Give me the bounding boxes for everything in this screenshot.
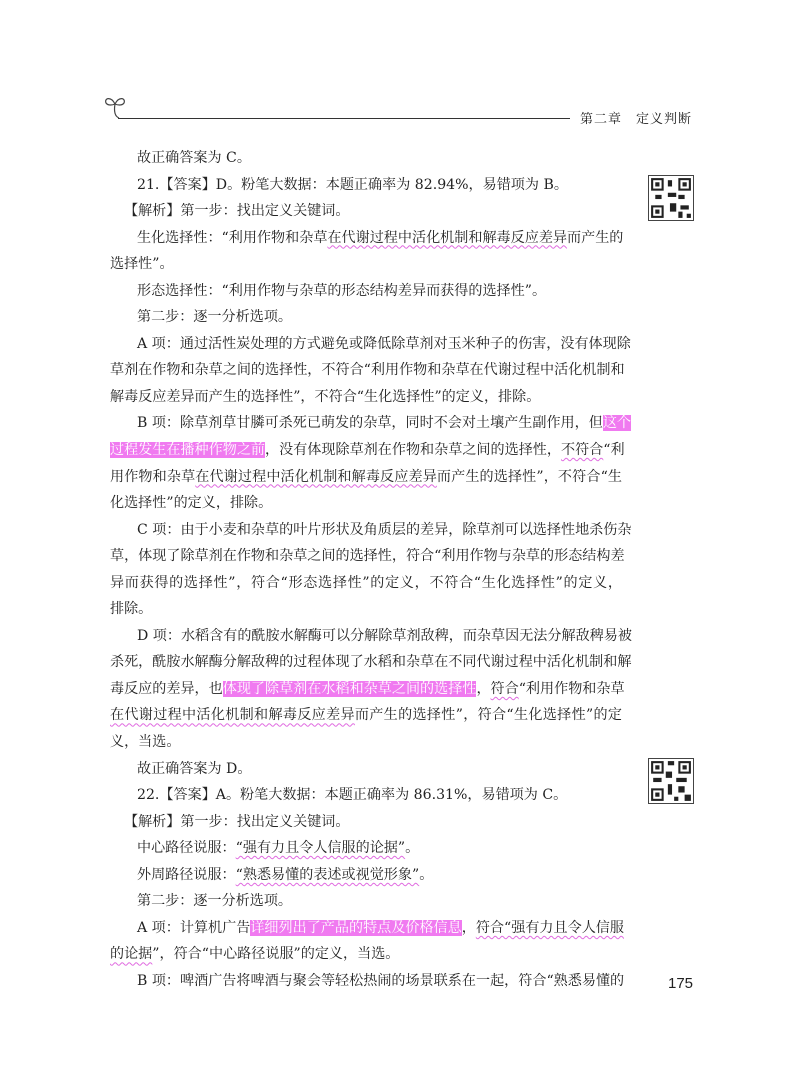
underlined-text: “强有力且令人信服的论据”: [235, 840, 406, 857]
text-segment: 外周路径说服：: [137, 866, 236, 883]
header-rule: [118, 118, 570, 119]
text-segment: 草，体现了除草剂在作物和杂草之间的选择性，符合“利用作物与杂草的形态结构差: [110, 548, 625, 565]
qr-code-icon[interactable]: [648, 758, 694, 804]
text-segment: “利: [603, 442, 625, 459]
text-segment: 草剂在作物和杂草之间的选择性，不符合“利用作物和杂草在代谢过程中活化机制和: [110, 362, 625, 379]
text-line: [110, 596, 622, 623]
underlined-text: 符合“强有力且令人信服: [475, 919, 624, 936]
text-segment: B 项：啤酒广告将啤酒与聚会等轻松热闹的场景联系在一起，符合“熟悉易懂的: [137, 972, 625, 989]
text-segment: 杀死，酰胺水解酶分解敌稗的过程体现了水稻和杂草在不同代谢过程中活化机制和解: [110, 654, 632, 671]
underlined-text: 在代谢过程中活化机制和解毒反应差异: [327, 229, 568, 246]
text-segment: 22.【答案】A。粉笔大数据：本题正确率为 86.31%，易错项为 C。: [137, 787, 568, 804]
text-line: [110, 145, 622, 172]
text-line: [110, 968, 625, 995]
text-segment: 选择性”。: [110, 256, 174, 273]
text-segment: ，: [461, 919, 476, 936]
text-line: [110, 278, 622, 305]
text-line: [110, 570, 622, 597]
underlined-text: 不符合: [561, 442, 604, 459]
text-line: [110, 862, 622, 889]
text-line: [110, 198, 622, 225]
text-segment: ，没有体现除草剂在作物和杂草之间的选择性，: [265, 442, 561, 459]
text-line: [110, 304, 622, 331]
text-line: [110, 437, 625, 464]
text-line: [110, 756, 622, 783]
text-line: [110, 623, 632, 650]
text-segment: 而产生的选择性”，符合“生化选择性”的定: [354, 707, 622, 724]
highlighted-text: 体现了除草剂在水稻和杂草之间的选择性: [222, 680, 477, 697]
highlighted-text: 详细列出了产品的特点及价格信息: [250, 919, 462, 936]
text-segment: 故正确答案为 C。: [137, 150, 251, 166]
text-segment: 而产生的: [567, 229, 624, 246]
chapter-number: 第二章: [580, 112, 623, 127]
text-line: [110, 357, 625, 384]
running-header: [580, 108, 706, 127]
text-line: [110, 676, 625, 703]
highlighted-text: 过程发生在播种作物之前: [110, 442, 266, 459]
text-line: [110, 225, 622, 252]
text-segment: 第二步：逐一分析选项。: [137, 893, 293, 910]
underlined-text: 符合: [490, 680, 519, 697]
text-segment: 义，当选。: [110, 734, 181, 751]
highlighted-text: 这个: [602, 415, 632, 432]
page-number: 175: [668, 975, 694, 992]
text-segment: 生化选择性：“利用作物和杂草: [137, 229, 328, 246]
text-line: [110, 888, 622, 915]
text-segment: 排除。: [110, 601, 153, 618]
text-line: [110, 835, 622, 862]
underlined-text: 在代谢过程中活化机制和解毒反应差异: [110, 707, 355, 724]
text-segment: A 项：计算机广告: [137, 919, 251, 936]
text-segment: B 项：除草剂草甘膦可杀死已萌发的杂草，同时不会对土壤产生副作用，但: [137, 415, 603, 432]
text-segment: 用作物和杂草: [110, 468, 196, 485]
text-line: [110, 782, 622, 809]
text-line: [110, 941, 622, 968]
text-segment: 形态选择性：“利用作物与杂草的形态结构差异而获得的选择性”。: [137, 282, 547, 299]
text-segment: 解毒反应差异而产生的选择性”，不符合“生化选择性”的定义，排除。: [110, 388, 541, 405]
text-segment: 异而获得的选择性”，符合“形态选择性”的定义，不符合“生化选择性”的定义，: [110, 574, 622, 591]
text-segment: ”，符合“中心路径说服”的定义，当选。: [152, 946, 400, 963]
text-line: [110, 543, 625, 570]
qr-code-icon[interactable]: [648, 175, 694, 221]
text-segment: 。: [419, 866, 434, 883]
text-line: [110, 410, 632, 437]
text-segment: A 项：通过活性炭处理的方式避免或降低除草剂对玉米种子的伤害，没有体现除: [137, 335, 631, 352]
text-line: [110, 490, 622, 517]
text-line: [110, 172, 622, 199]
page-body: [110, 145, 632, 995]
text-line: [110, 809, 622, 836]
text-segment: D 项：水稻含有的酰胺水解酶可以分解除草剂敌稗，而杂草因无法分解敌稗易被: [137, 627, 632, 644]
text-segment: 21.【答案】D。粉笔大数据：本题正确率为 82.94%，易错项为 B。: [137, 176, 568, 193]
text-line: [110, 251, 622, 278]
text-line: [110, 464, 622, 491]
text-segment: ，: [476, 680, 491, 697]
underlined-text: 的论据: [110, 946, 153, 963]
text-segment: 【解析】第一步：找出定义关键词。: [124, 203, 350, 220]
text-segment: 故正确答案为 D。: [137, 760, 252, 777]
underlined-text: 在代谢过程中活化机制和解毒反应差异: [195, 468, 437, 485]
text-segment: 毒反应的差异，也: [110, 680, 223, 697]
text-segment: 化选择性”的定义，排除。: [110, 495, 273, 512]
text-segment: 而产生的选择性”，不符合“生: [436, 468, 622, 485]
text-segment: 中心路径说服：: [137, 840, 236, 857]
leaf-logo-icon: [103, 94, 127, 120]
text-line: [110, 384, 622, 411]
text-line: [110, 915, 622, 942]
text-line: [110, 702, 622, 729]
text-line: [110, 331, 631, 358]
text-segment: “利用作物和杂草: [518, 680, 625, 697]
text-segment: 。: [405, 840, 420, 857]
underlined-text: “熟悉易懂的表述或视觉形象”: [235, 866, 420, 883]
chapter-title: 定义判断: [636, 112, 693, 127]
text-line: [110, 517, 632, 544]
text-line: [110, 729, 622, 756]
text-segment: 第二步：逐一分析选项。: [137, 309, 293, 326]
text-line: [110, 649, 632, 676]
text-segment: C 项：由于小麦和杂草的叶片形状及角质层的差异，除草剂可以选择性地杀伤杂: [137, 521, 632, 538]
text-segment: 【解析】第一步：找出定义关键词。: [124, 813, 350, 830]
